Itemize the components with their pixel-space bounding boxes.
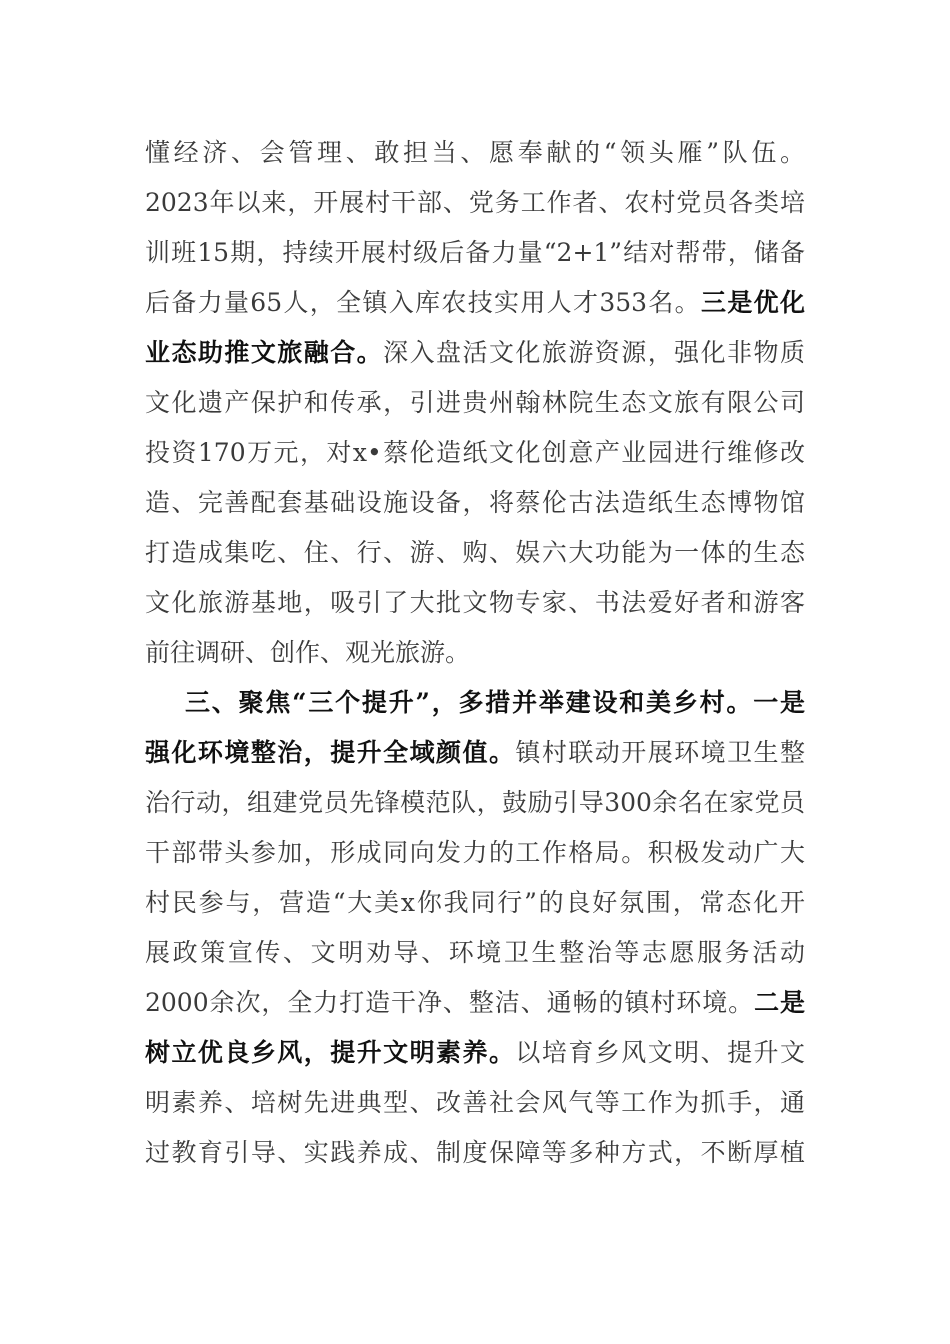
body-text-line: 后备力量65人，全镇入库农技实用人才353名。三是优化 bbox=[145, 288, 805, 317]
bold-heading-text: 强化环境整治，提升全域颜值。 bbox=[145, 738, 516, 767]
body-text-line: 投资170万元，对x•蔡伦造纸文化创意产业园进行维修改 bbox=[145, 438, 805, 467]
body-text-line: 文化遗产保护和传承，引进贵州翰林院生态文旅有限公司 bbox=[145, 388, 805, 417]
bold-heading-text: 二是 bbox=[754, 988, 805, 1017]
body-text-line: 造、完善配套基础设施设备，将蔡伦古法造纸生态博物馆 bbox=[145, 488, 805, 517]
body-text-line: 2023年以来，开展村干部、党务工作者、农村党员各类培 bbox=[145, 188, 805, 217]
bold-heading-text: 树立优良乡风，提升文明素养。 bbox=[145, 1038, 516, 1067]
body-text-line: 干部带头参加，形成同向发力的工作格局。积极发动广大 bbox=[145, 838, 805, 867]
body-text-line: 前往调研、创作、观光旅游。 bbox=[145, 638, 471, 667]
body-text-line: 明素养、培树先进典型、改善社会风气等工作为抓手，通 bbox=[145, 1088, 805, 1117]
body-text-line: 过教育引导、实践养成、制度保障等多种方式，不断厚植 bbox=[145, 1138, 805, 1167]
bold-heading-text: 三是优化 bbox=[701, 288, 805, 317]
body-text-line: 治行动，组建党员先锋模范队，鼓励引导300余名在家党员 bbox=[145, 788, 805, 817]
body-text-line: 展政策宣传、文明劝导、环境卫生整治等志愿服务活动 bbox=[145, 938, 805, 967]
body-text-line: 业态助推文旅融合。深入盘活文化旅游资源，强化非物质 bbox=[145, 338, 805, 367]
body-text-line: 打造成集吃、住、行、游、购、娱六大功能为一体的生态 bbox=[145, 538, 805, 567]
bold-heading-text: 业态助推文旅融合。 bbox=[145, 338, 384, 367]
body-text-line: 村民参与，营造“大美x你我同行”的良好氛围，常态化开 bbox=[145, 888, 805, 917]
body-text-line: 文化旅游基地，吸引了大批文物专家、书法爱好者和游客 bbox=[145, 588, 805, 617]
body-text-line: 2000余次，全力打造干净、整洁、通畅的镇村环境。二是 bbox=[145, 988, 805, 1017]
body-text-line: 树立优良乡风，提升文明素养。以培育乡风文明、提升文 bbox=[145, 1038, 805, 1067]
section-heading-line: 三、聚焦“三个提升”，多措并举建设和美乡村。一是 bbox=[185, 688, 805, 717]
body-text-line: 训班15期，持续开展村级后备力量“2+1”结对帮带，储备 bbox=[145, 238, 805, 267]
body-text-line: 懂经济、会管理、敢担当、愿奉献的“领头雁”队伍。 bbox=[145, 138, 805, 167]
body-text-line: 强化环境整治，提升全域颜值。镇村联动开展环境卫生整 bbox=[145, 738, 805, 767]
